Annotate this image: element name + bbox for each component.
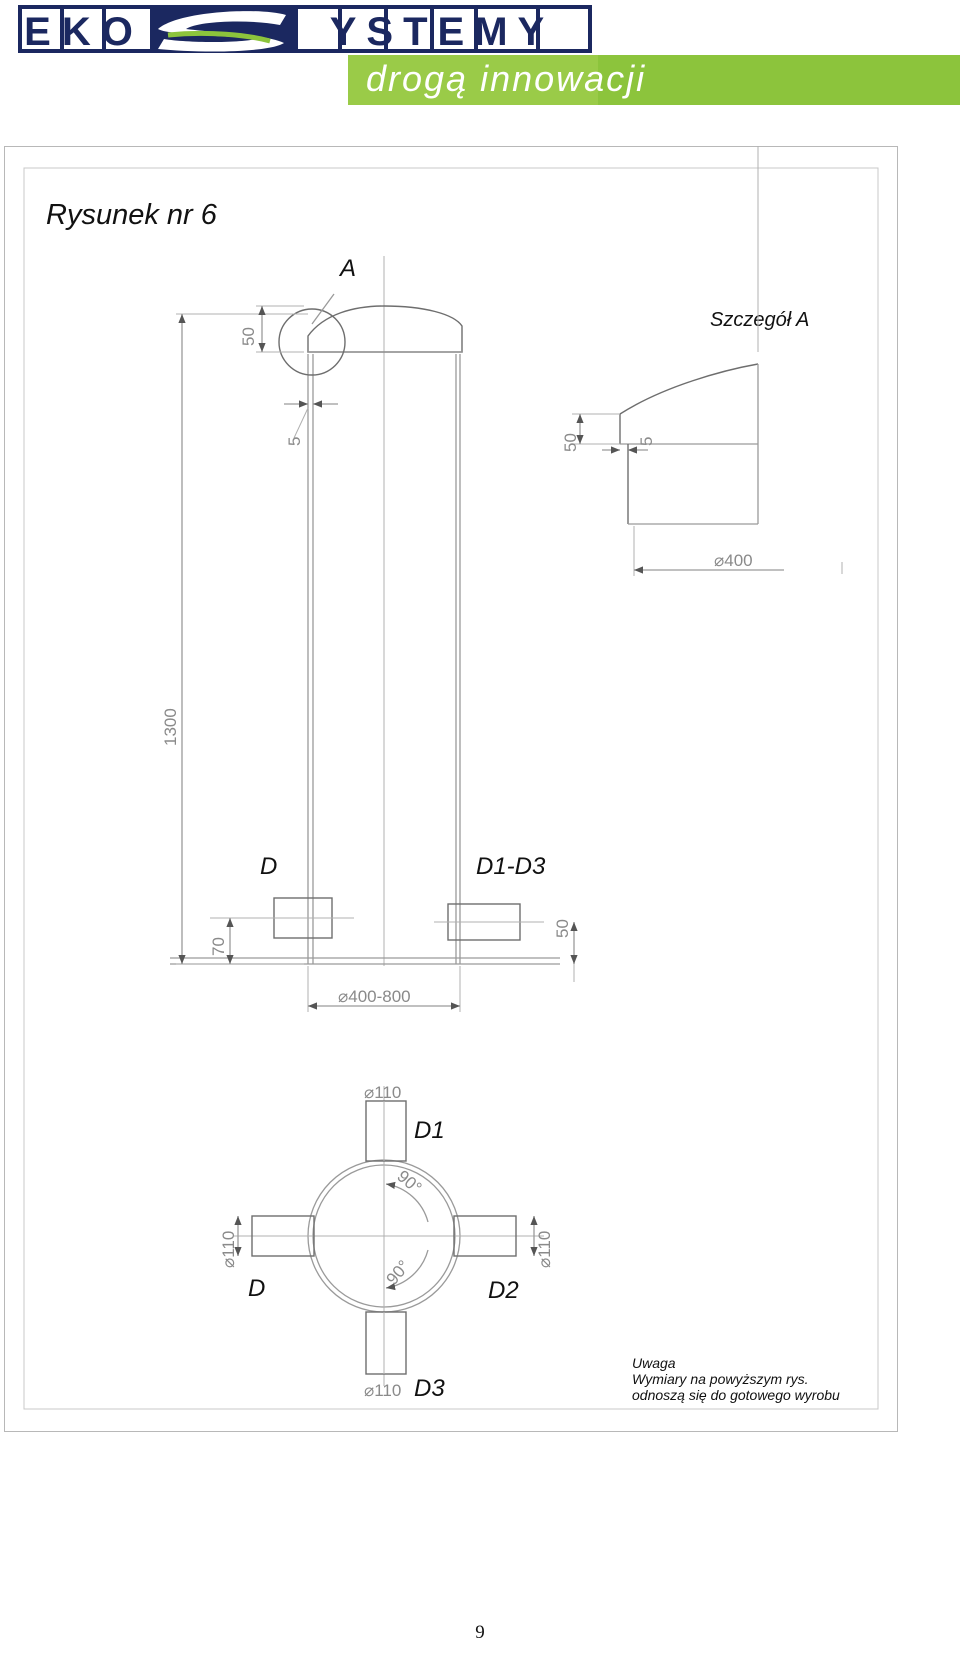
- note-line-1: Wymiary na powyższym rys.: [632, 1371, 809, 1387]
- dim-detail-height: 50: [561, 433, 580, 452]
- company-logo: [18, 5, 960, 105]
- note-line-2: odnoszą się do gotowego wyrobu: [632, 1387, 840, 1403]
- plan-label-d: D: [248, 1275, 266, 1302]
- logo-text-left: EKO: [24, 10, 144, 54]
- detail-title: Szczegół A: [710, 309, 810, 331]
- plan-label-d3: D3: [414, 1375, 445, 1402]
- dim-pipe-d1: ⌀110: [364, 1083, 402, 1102]
- drawing-sheet: [4, 146, 898, 1432]
- dim-pipe-d: ⌀110: [219, 1230, 238, 1268]
- dim-cap-height: 50: [239, 327, 258, 346]
- dim-detail-diameter: ⌀400: [714, 551, 753, 570]
- dim-diameter-range: ⌀400-800: [338, 987, 411, 1006]
- dim-height: 1300: [161, 708, 180, 746]
- side-label-d1-d3: D1-D3: [476, 853, 546, 880]
- angle-lower: 90°: [382, 1256, 414, 1289]
- dim-detail-wall: 5: [637, 436, 656, 446]
- dim-pipe-d3: ⌀110: [364, 1381, 402, 1400]
- dim-wall: 5: [285, 436, 304, 446]
- page-number: 9: [475, 1622, 485, 1643]
- note-heading: Uwaga: [632, 1355, 676, 1371]
- side-label-d: D: [260, 853, 278, 880]
- logo-tagline: drogą innowacji: [366, 58, 647, 99]
- angle-upper: 90°: [393, 1166, 426, 1198]
- plan-label-d1: D1: [414, 1117, 445, 1144]
- sheet-outer-frame: [5, 147, 898, 1432]
- dim-pipe-d2: ⌀110: [535, 1230, 554, 1268]
- dim-inlet-height: 70: [209, 937, 228, 956]
- drawing-title: Rysunek nr 6: [46, 199, 217, 231]
- logo-text-right: YSTEMY: [329, 10, 555, 54]
- detail-a-marker: A: [340, 255, 357, 282]
- dim-outlet-height: 50: [553, 919, 572, 938]
- plan-label-d2: D2: [488, 1277, 519, 1304]
